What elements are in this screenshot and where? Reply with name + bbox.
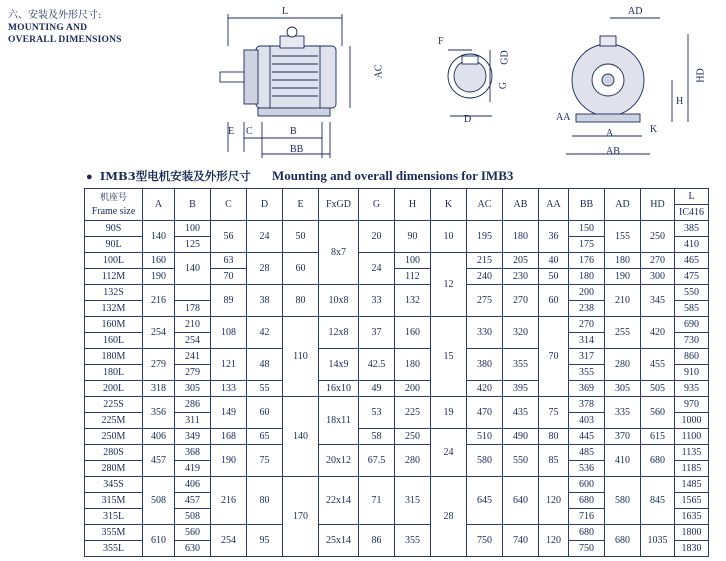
cell-AA: 40 — [539, 253, 569, 269]
col-AC: AC — [467, 189, 503, 221]
cell-B: 279 — [175, 365, 211, 381]
table-title-cn: IMB3型电机安装及外形尺寸 — [99, 169, 251, 183]
cell-BB: 200 — [569, 285, 605, 301]
cell-BB: 403 — [569, 413, 605, 429]
cell-AC: 275 — [467, 285, 503, 317]
label-AB: AB — [606, 146, 620, 157]
cell-AC: 240 — [467, 269, 503, 285]
cell-A: 254 — [143, 317, 175, 349]
cell-K: 24 — [431, 429, 467, 477]
col-L-sub: IC416 — [675, 205, 709, 221]
cell-A: 356 — [143, 397, 175, 429]
cell-frame: 315M — [85, 493, 143, 509]
cell-B: 286 — [175, 397, 211, 413]
label-A: A — [606, 128, 614, 139]
col-H: H — [395, 189, 431, 221]
cell-frame: 90S — [85, 221, 143, 237]
cell-HD: 455 — [641, 349, 675, 381]
cell-AC: 330 — [467, 317, 503, 349]
cell-BB: 680 — [569, 525, 605, 541]
cell-HD: 615 — [641, 429, 675, 445]
col-G: G — [359, 189, 395, 221]
cell-B: 311 — [175, 413, 211, 429]
cell-AA: 50 — [539, 269, 569, 285]
col-L: L — [675, 189, 709, 205]
cell-H: 355 — [395, 525, 431, 557]
cell-G: 33 — [359, 285, 395, 317]
cell-AB: 230 — [503, 269, 539, 285]
cell-frame: 112M — [85, 269, 143, 285]
cell-AB: 180 — [503, 221, 539, 253]
cell-B: 100 — [175, 221, 211, 237]
cell-HD: 420 — [641, 317, 675, 349]
cell-L: 690 — [675, 317, 709, 333]
cell-frame: 100L — [85, 253, 143, 269]
cell-AA: 85 — [539, 445, 569, 477]
cell-BB: 150 — [569, 221, 605, 237]
cell-AB: 205 — [503, 253, 539, 269]
cell-HD: 1035 — [641, 525, 675, 557]
cell-BB: 600 — [569, 477, 605, 493]
cell-frame: 132M — [85, 301, 143, 317]
cell-C: 121 — [211, 349, 247, 381]
cell-AA: 36 — [539, 221, 569, 253]
cell-K: 15 — [431, 317, 467, 397]
cell-FxGD: 22x14 — [319, 477, 359, 525]
cell-G: 67.5 — [359, 445, 395, 477]
cell-AC: 380 — [467, 349, 503, 381]
cell-H: 225 — [395, 397, 431, 429]
cell-BB: 378 — [569, 397, 605, 413]
label-HD: HD — [695, 68, 707, 83]
cell-H: 160 — [395, 317, 431, 349]
cell-AC: 645 — [467, 477, 503, 525]
cell-BB: 355 — [569, 365, 605, 381]
cell-AB: 395 — [503, 381, 539, 397]
cell-B: 210 — [175, 317, 211, 333]
cell-K: 12 — [431, 253, 467, 317]
cell-AD: 280 — [605, 349, 641, 381]
cell-A: 508 — [143, 477, 175, 525]
col-C: C — [211, 189, 247, 221]
cell-frame: 345S — [85, 477, 143, 493]
cell-C: 168 — [211, 429, 247, 445]
cell-G: 71 — [359, 477, 395, 525]
cell-G: 58 — [359, 429, 395, 445]
cell-G: 37 — [359, 317, 395, 349]
cell-D: 80 — [247, 477, 283, 525]
col-A: A — [143, 189, 175, 221]
cell-G: 86 — [359, 525, 395, 557]
col-AA: AA — [539, 189, 569, 221]
drawing-label-layer — [210, 6, 716, 166]
cell-B: 178 — [175, 301, 211, 317]
cell-K: 28 — [431, 477, 467, 557]
cell-D: 95 — [247, 525, 283, 557]
col-frame: 机座号 Frame size — [85, 189, 143, 221]
cell-C: 216 — [211, 477, 247, 525]
label-K: K — [650, 124, 658, 135]
cell-FxGD: 8x7 — [319, 221, 359, 285]
cell-D: 48 — [247, 349, 283, 381]
col-FxGD: FxGD — [319, 189, 359, 221]
cell-AA: 80 — [539, 429, 569, 445]
cell-AB: 320 — [503, 317, 539, 349]
cell-L: 730 — [675, 333, 709, 349]
cell-D: 24 — [247, 221, 283, 253]
cell-L: 935 — [675, 381, 709, 397]
cell-BB: 485 — [569, 445, 605, 461]
cell-H: 132 — [395, 285, 431, 317]
cell-frame: 355L — [85, 541, 143, 557]
label-D: D — [464, 114, 472, 125]
cell-A: 279 — [143, 349, 175, 381]
cell-L: 1800 — [675, 525, 709, 541]
cell-A: 406 — [143, 429, 175, 445]
cell-A: 610 — [143, 525, 175, 557]
cell-A: 160 — [143, 253, 175, 269]
cell-BB: 175 — [569, 237, 605, 253]
cell-B: 241 — [175, 349, 211, 365]
cell-K: 10 — [431, 221, 467, 253]
cell-L: 1830 — [675, 541, 709, 557]
cell-AA: 120 — [539, 525, 569, 557]
heading-cn: 六、安装及外形尺寸: — [8, 10, 102, 21]
cell-A: 190 — [143, 269, 175, 285]
label-H: H — [676, 96, 684, 107]
cell-K: 19 — [431, 397, 467, 429]
cell-B: 457 — [175, 493, 211, 509]
cell-B: 560 — [175, 525, 211, 541]
cell-frame: 200L — [85, 381, 143, 397]
cell-H: 100 — [395, 253, 431, 269]
cell-B: 349 — [175, 429, 211, 445]
cell-C: 133 — [211, 381, 247, 397]
cell-L: 585 — [675, 301, 709, 317]
cell-A: 318 — [143, 381, 175, 397]
cell-L: 970 — [675, 397, 709, 413]
col-E: E — [283, 189, 319, 221]
cell-AD: 210 — [605, 285, 641, 317]
table-row — [85, 381, 709, 397]
cell-AD: 680 — [605, 525, 641, 557]
cell-frame: 280M — [85, 461, 143, 477]
cell-AC: 580 — [467, 445, 503, 477]
cell-H: 200 — [395, 381, 431, 397]
cell-BB: 314 — [569, 333, 605, 349]
cell-AC: 215 — [467, 253, 503, 269]
cell-L: 1485 — [675, 477, 709, 493]
cell-B: 140 — [175, 253, 211, 285]
table-row — [85, 253, 709, 269]
cell-G: 20 — [359, 221, 395, 253]
cell-BB: 536 — [569, 461, 605, 477]
cell-AB: 270 — [503, 285, 539, 317]
cell-E: 50 — [283, 221, 319, 253]
cell-D: 75 — [247, 445, 283, 477]
cell-L: 1185 — [675, 461, 709, 477]
label-AC: AC — [373, 64, 385, 79]
cell-B: 368 — [175, 445, 211, 461]
cell-L: 1000 — [675, 413, 709, 429]
table-row — [85, 397, 709, 413]
cell-AD: 335 — [605, 397, 641, 429]
cell-HD: 845 — [641, 477, 675, 525]
cell-B: 508 — [175, 509, 211, 525]
cell-AC: 195 — [467, 221, 503, 253]
col-K: K — [431, 189, 467, 221]
cell-B — [175, 285, 211, 301]
cell-BB: 716 — [569, 509, 605, 525]
cell-frame: 315L — [85, 509, 143, 525]
cell-FxGD: 10x8 — [319, 285, 359, 317]
cell-HD: 250 — [641, 221, 675, 253]
cell-frame: 132S — [85, 285, 143, 301]
label-C: C — [246, 126, 253, 137]
cell-H: 90 — [395, 221, 431, 253]
heading-en-line1: MOUNTING AND — [8, 23, 88, 33]
cell-L: 1135 — [675, 445, 709, 461]
cell-D: 65 — [247, 429, 283, 445]
cell-AA: 60 — [539, 285, 569, 317]
cell-E: 60 — [283, 253, 319, 285]
cell-L: 475 — [675, 269, 709, 285]
label-F: F — [438, 36, 444, 47]
cell-L: 910 — [675, 365, 709, 381]
col-D: D — [247, 189, 283, 221]
cell-BB: 270 — [569, 317, 605, 333]
cell-frame: 160M — [85, 317, 143, 333]
cell-C: 108 — [211, 317, 247, 349]
cell-L: 1100 — [675, 429, 709, 445]
cell-B: 305 — [175, 381, 211, 397]
cell-AC: 470 — [467, 397, 503, 429]
cell-H: 315 — [395, 477, 431, 525]
cell-C: 56 — [211, 221, 247, 253]
cell-G: 42.5 — [359, 349, 395, 381]
cell-D: 42 — [247, 317, 283, 349]
cell-C: 190 — [211, 445, 247, 477]
cell-B: 630 — [175, 541, 211, 557]
cell-BB: 750 — [569, 541, 605, 557]
cell-B: 419 — [175, 461, 211, 477]
cell-AD: 370 — [605, 429, 641, 445]
cell-A: 216 — [143, 285, 175, 317]
cell-FxGD: 16x10 — [319, 381, 359, 397]
cell-L: 465 — [675, 253, 709, 269]
table-row — [85, 429, 709, 445]
cell-B: 254 — [175, 333, 211, 349]
cell-frame: 355M — [85, 525, 143, 541]
label-AD: AD — [628, 6, 643, 17]
heading-en-line2: OVERALL DIMENSIONS — [8, 35, 122, 45]
cell-L: 1635 — [675, 509, 709, 525]
cell-L: 860 — [675, 349, 709, 365]
label-BB: BB — [290, 144, 304, 155]
cell-E: 170 — [283, 477, 319, 557]
table-row — [85, 317, 709, 333]
label-E: E — [228, 126, 235, 137]
cell-AC: 420 — [467, 381, 503, 397]
cell-L: 410 — [675, 237, 709, 253]
cell-AB: 355 — [503, 349, 539, 381]
cell-frame: 280S — [85, 445, 143, 461]
cell-BB: 445 — [569, 429, 605, 445]
cell-H: 180 — [395, 349, 431, 381]
cell-AD: 410 — [605, 445, 641, 477]
cell-A: 457 — [143, 445, 175, 477]
label-AA: AA — [556, 112, 571, 123]
cell-B: 406 — [175, 477, 211, 493]
cell-L: 1565 — [675, 493, 709, 509]
cell-frame: 225S — [85, 397, 143, 413]
cell-AD: 255 — [605, 317, 641, 349]
col-HD: HD — [641, 189, 675, 221]
cell-BB: 238 — [569, 301, 605, 317]
cell-HD: 680 — [641, 445, 675, 477]
table-row — [85, 221, 709, 237]
label-B: B — [290, 126, 297, 137]
cell-frame: 225M — [85, 413, 143, 429]
cell-C: 254 — [211, 525, 247, 557]
table-title — [86, 168, 513, 184]
cell-AD: 180 — [605, 253, 641, 269]
table-row — [85, 445, 709, 461]
cell-AB: 640 — [503, 477, 539, 525]
cell-AD: 580 — [605, 477, 641, 525]
cell-L: 550 — [675, 285, 709, 301]
cell-HD: 560 — [641, 397, 675, 429]
cell-L: 385 — [675, 221, 709, 237]
table-title-en: Mounting and overall dimensions for IMB3 — [272, 168, 514, 183]
col-AB: AB — [503, 189, 539, 221]
cell-frame: 250M — [85, 429, 143, 445]
cell-BB: 176 — [569, 253, 605, 269]
cell-C: 149 — [211, 397, 247, 429]
cell-AA: 70 — [539, 317, 569, 397]
cell-AC: 510 — [467, 429, 503, 445]
cell-AC: 750 — [467, 525, 503, 557]
cell-E: 80 — [283, 285, 319, 317]
cell-frame: 180L — [85, 365, 143, 381]
cell-H: 280 — [395, 445, 431, 477]
cell-AD: 190 — [605, 269, 641, 285]
bullet-icon: ● — [86, 171, 93, 183]
label-G: G — [498, 81, 510, 90]
col-B: B — [175, 189, 211, 221]
cell-AB: 490 — [503, 429, 539, 445]
cell-D: 38 — [247, 285, 283, 317]
cell-H: 112 — [395, 269, 431, 285]
cell-frame: 90L — [85, 237, 143, 253]
col-BB: BB — [569, 189, 605, 221]
cell-FxGD: 12x8 — [319, 317, 359, 349]
cell-BB: 369 — [569, 381, 605, 397]
cell-BB: 180 — [569, 269, 605, 285]
table-row — [85, 349, 709, 365]
cell-D: 60 — [247, 397, 283, 429]
cell-C: 89 — [211, 285, 247, 317]
cell-D: 28 — [247, 253, 283, 285]
cell-FxGD: 14x9 — [319, 349, 359, 381]
cell-G: 24 — [359, 253, 395, 285]
cell-BB: 317 — [569, 349, 605, 365]
cell-B: 125 — [175, 237, 211, 253]
section-heading — [8, 10, 122, 46]
cell-H: 250 — [395, 429, 431, 445]
col-AD: AD — [605, 189, 641, 221]
cell-frame: 180M — [85, 349, 143, 365]
cell-A: 140 — [143, 221, 175, 253]
dimensions-table — [84, 188, 709, 557]
table-row — [85, 525, 709, 541]
cell-HD: 505 — [641, 381, 675, 397]
cell-AB: 435 — [503, 397, 539, 429]
cell-HD: 270 — [641, 253, 675, 269]
cell-AD: 305 — [605, 381, 641, 397]
label-L: L — [282, 6, 289, 17]
cell-HD: 345 — [641, 285, 675, 317]
cell-AB: 550 — [503, 445, 539, 477]
label-GD: GD — [499, 50, 511, 65]
cell-C: 70 — [211, 269, 247, 285]
cell-AA: 75 — [539, 397, 569, 429]
cell-C: 63 — [211, 253, 247, 269]
cell-G: 49 — [359, 381, 395, 397]
table-row — [85, 285, 709, 301]
cell-AA: 120 — [539, 477, 569, 525]
cell-FxGD: 18x11 — [319, 397, 359, 445]
cell-G: 53 — [359, 397, 395, 429]
cell-FxGD: 20x12 — [319, 445, 359, 477]
cell-D: 55 — [247, 381, 283, 397]
cell-FxGD: 25x14 — [319, 525, 359, 557]
cell-HD: 300 — [641, 269, 675, 285]
cell-E: 140 — [283, 397, 319, 477]
cell-AD: 155 — [605, 221, 641, 253]
cell-E: 110 — [283, 317, 319, 397]
table-row — [85, 477, 709, 493]
cell-AB: 740 — [503, 525, 539, 557]
cell-BB: 680 — [569, 493, 605, 509]
cell-frame: 160L — [85, 333, 143, 349]
